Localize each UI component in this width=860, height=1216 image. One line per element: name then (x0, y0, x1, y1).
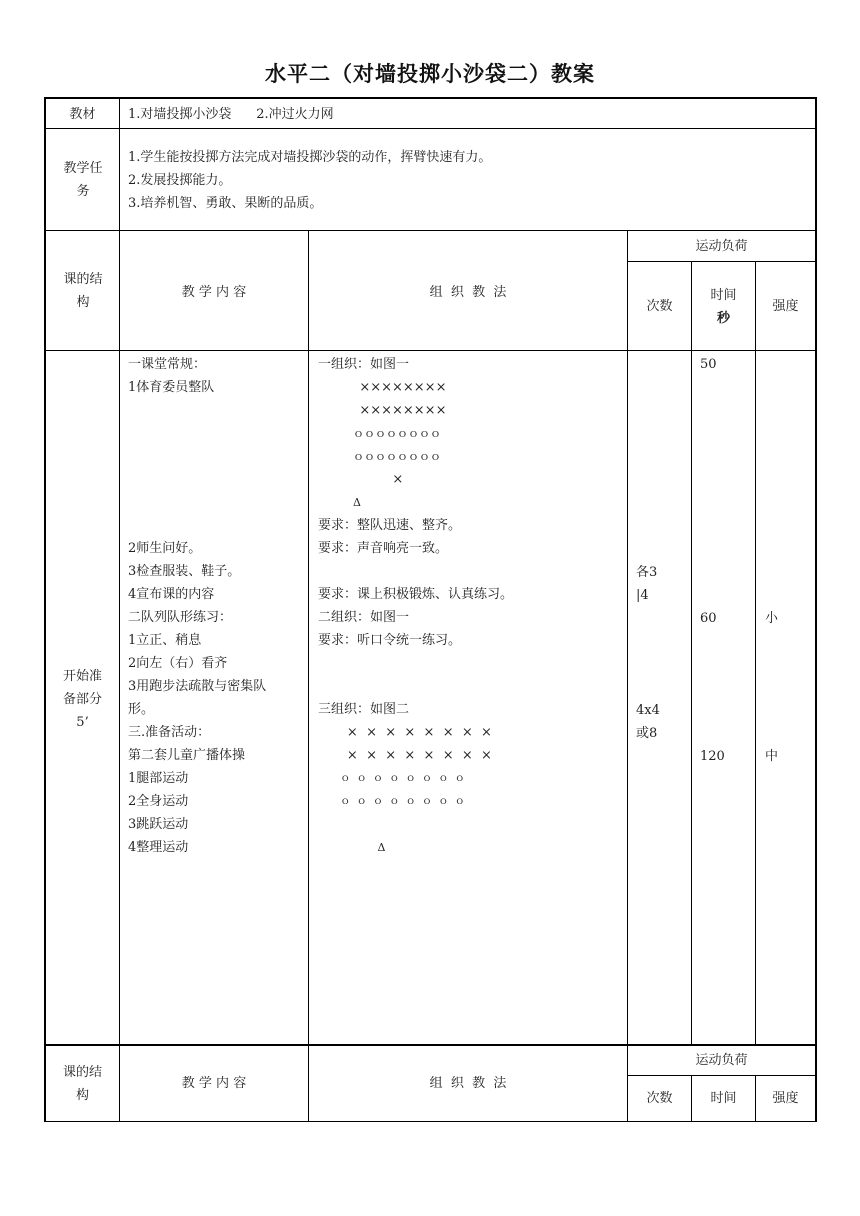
formation-row: ｏｏｏｏｏｏｏｏ (318, 427, 441, 440)
table-border-bottom (44, 1121, 816, 1122)
content-line: 形。 (128, 702, 155, 717)
formation-row: × × × × × × × × (318, 748, 492, 763)
time-value: 120 (700, 749, 725, 764)
content-line: 2向左（右）看齐 (128, 656, 228, 671)
header-load: 运动负荷 (695, 239, 748, 254)
time-value: 60 (700, 611, 717, 626)
method-line: 三组织：如图二 (318, 702, 410, 717)
task-item-3: 3.培养机智、勇敢、果断的品质。 (128, 196, 323, 211)
row-divider (627, 1075, 816, 1076)
section-label-line: 5’ (76, 715, 89, 730)
task-item-2: 2.发展投掷能力。 (128, 173, 232, 188)
content-line: 第二套儿童广播体操 (128, 748, 246, 763)
task-items (128, 146, 808, 215)
formation-row: ×××××××× (318, 380, 447, 395)
method-line: 一组织：如图一 (318, 357, 410, 372)
method-line (318, 560, 624, 583)
formation-row: × × × × × × × × (318, 725, 492, 740)
task-label-text: 教学任 务 (63, 161, 103, 199)
formation-row: ｏ ｏ ｏ ｏ ｏ ｏ ｏ ｏ (318, 773, 465, 784)
row-divider (44, 128, 816, 129)
task-label (58, 157, 108, 203)
formation-row: ｏ ｏ ｏ ｏ ｏ ｏ ｏ ｏ (318, 796, 465, 807)
footer-load: 运动负荷 (695, 1053, 748, 1068)
count-value: |4 (636, 588, 649, 603)
column-divider (627, 230, 628, 1122)
header-structure-text: 课的结 构 (63, 272, 103, 310)
footer-method: 组 织 教 法 (429, 1076, 507, 1091)
content-line: 二队列队形练习： (128, 610, 233, 625)
method-line: 二组织：如图一 (318, 610, 410, 625)
content-line: 4整理运动 (128, 840, 189, 855)
content-line (128, 445, 306, 468)
content-line: 一课堂常规： (128, 357, 207, 372)
footer-time: 时间 (710, 1091, 737, 1106)
content-line: 1立正、稍息 (128, 633, 202, 648)
content-line: 3检查服装、鞋子。 (128, 564, 241, 579)
method-line: 要求：听口令统一练习。 (318, 633, 462, 648)
method-line: 要求：整队迅速、整齐。 (318, 518, 462, 533)
method-line: 要求：声音响亮一致。 (318, 541, 449, 556)
section-label (46, 665, 119, 734)
header-time-unit: 秒 (716, 311, 730, 326)
table-border-left (44, 97, 46, 1122)
column-divider (755, 261, 756, 1045)
footer-intensity: 强度 (772, 1091, 799, 1106)
header-time: 时间 (710, 288, 737, 303)
header-count: 次数 (646, 299, 673, 314)
teacher-marker: Δ (318, 496, 361, 509)
header-content: 教 学 内 容 (181, 285, 247, 300)
content-line: 4宣布课的内容 (128, 587, 215, 602)
section-method (318, 353, 624, 859)
material-label: 教材 (69, 107, 96, 122)
section-content (128, 353, 306, 859)
page-title: 水平二（对墙投掷小沙袋二）教案 (265, 62, 595, 86)
content-line (128, 468, 306, 491)
footer-count: 次数 (646, 1091, 673, 1106)
count-value: 或8 (636, 726, 658, 741)
method-line: 要求：课上积极锻炼、认真练习。 (318, 587, 514, 602)
content-line: 3用跑步法疏散与密集队 (128, 679, 267, 694)
count-value: 各3 (636, 565, 658, 580)
table-border-right (815, 97, 817, 1122)
intensity-value: 中 (765, 749, 779, 764)
footer-structure (46, 1061, 119, 1107)
intensity-value: 小 (765, 611, 779, 626)
content-line: 1体育委员整队 (128, 380, 215, 395)
header-intensity: 强度 (772, 299, 799, 314)
column-divider (691, 261, 692, 1045)
content-line: 1腿部运动 (128, 771, 189, 786)
content-line: 2全身运动 (128, 794, 189, 809)
method-line (318, 675, 624, 698)
material-value: 1.对墙投掷小沙袋 2.冲过火力网 (128, 107, 334, 122)
content-line: 2师生问好。 (128, 541, 202, 556)
content-line (128, 514, 306, 537)
teacher-marker: Δ (318, 841, 386, 854)
content-line (128, 422, 306, 445)
column-divider (308, 230, 309, 1122)
task-item-1: 1.学生能按投掷方法完成对墙投掷沙袋的动作，挥臂快速有力。 (128, 150, 492, 165)
method-line (318, 813, 624, 836)
section-label-line: 开始准 (62, 669, 102, 684)
method-line (318, 652, 624, 675)
count-value: 4x4 (636, 703, 660, 718)
column-divider (119, 97, 120, 1122)
footer-content: 教 学 内 容 (181, 1076, 247, 1091)
formation-row: ｏｏｏｏｏｏｏｏ (318, 450, 441, 463)
formation-row: × (318, 472, 404, 487)
row-divider (44, 350, 816, 351)
content-line: 3跳跃运动 (128, 817, 189, 832)
row-divider (44, 1044, 816, 1046)
header-method: 组 织 教 法 (429, 285, 507, 300)
formation-row: ×××××××× (318, 403, 447, 418)
time-value: 50 (700, 357, 717, 372)
header-structure (58, 268, 108, 314)
section-label-line: 备部分 (62, 692, 102, 707)
content-line: 三.准备活动： (128, 725, 211, 740)
content-line (128, 399, 306, 422)
row-divider (627, 261, 816, 262)
row-divider (44, 230, 816, 231)
table-border-top (44, 97, 816, 99)
footer-structure-line: 构 (75, 1088, 89, 1103)
content-line (128, 491, 306, 514)
footer-structure-line: 课的结 (62, 1065, 102, 1080)
